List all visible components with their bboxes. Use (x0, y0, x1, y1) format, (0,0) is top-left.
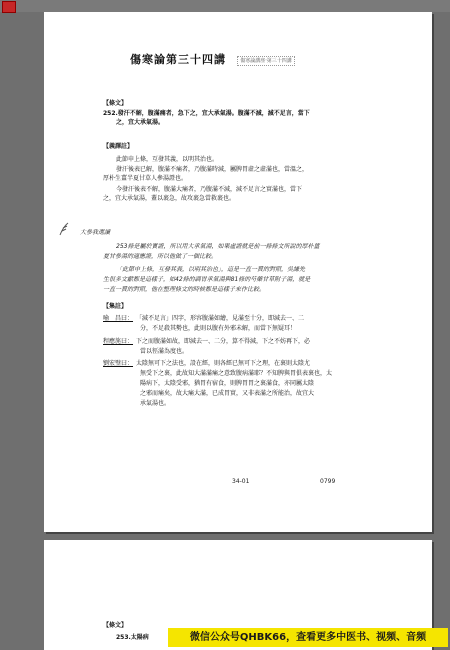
yi-line: 厚朴生薑半夏甘草人參湯證也。 (103, 175, 188, 182)
commentary-line: 「減不足言」四字，形容腹滿如繪，見滿至十分，即減去一、二 (136, 315, 305, 322)
page2-line: 253.太陽病 (116, 634, 149, 641)
commentary-line: 陽病下，太陰受邪，猶胃有宿食，則脾胃胃之裏滿食，亦同屬太陰 (140, 380, 315, 387)
handwritten-line: 生很多文獻都是這樣子，如42條的調胃承氣湯與81條的芍藥甘草附子湯，就是 (103, 276, 311, 283)
pdf-icon[interactable] (2, 1, 16, 13)
commentary-line: 無受下之裏，此故知大滿滿痛之意致腹病滿耶？不知脾與胃俱表裏也，太 (140, 370, 333, 377)
handwritten-line: 夏甘參湯的適應證，所以他做了一個比較。 (103, 253, 218, 260)
commentary-line: 分，不足殺其勢也，此則以腹有外邪未解，而當下無疑耳！ (140, 325, 297, 332)
commentary-line: 下之而腹滿如故，即減去一、二分，算不得減，下之不妨再下，必 (136, 338, 311, 345)
commentary-line: 之邪而痛矣，故大痛大滿，已成胃實，又非表滿之所能治，故宜大 (140, 390, 315, 397)
handwritten-line: 一直一貫的對照，他在整理條文的時候都是這樣子來作比較。 (103, 286, 266, 293)
commentary-line: 太陰無可下之法也，設在經，則各經已無可下之理，在裏則太陰尤 (136, 360, 311, 367)
feather-sketch-icon (58, 222, 70, 236)
seal-stamp: 傷寒論講座‧第三十四講 (237, 56, 295, 66)
yi-line: 發汗後表已解，腹滿不痛者，乃腹滿時減，屬脾胃虛之虛滿也，當溫之， (116, 166, 309, 173)
page2-heading: 【條文】 (103, 622, 128, 629)
jizhu-heading: 【集註】 (103, 303, 128, 310)
yi-line: 之，宜大承氣湯，蓋以裹急，故攻裹急當救裹也。 (103, 195, 236, 202)
handwritten-heading: 大參我選讀 (80, 229, 111, 236)
footer-page-number: 0799 (320, 478, 336, 485)
tiaowen-line: 252.發汗不解，腹滿痛者，急下之，宜大承氣湯。腹滿不減，減不足言，當下 (103, 110, 310, 117)
tiaowen-line: 之，宜大承氣湯。 (116, 119, 165, 126)
viewer-toolbar (0, 0, 450, 12)
handwritten-line: 253條是屬於實證，所以用大承氣湯，如果虛證就是前一條條文所說的厚朴薑 (116, 243, 320, 250)
commentator-name: 程應旄曰： (103, 338, 134, 345)
handwritten-line: 「此節申上條，互發其義，以明其治也」，這是一直一貫的對照，吳謙先 (116, 266, 306, 273)
commentator-name: 劉宏璧曰： (103, 360, 134, 367)
promo-banner: 微信公众号QHBK66，查看更多中医书、视频、音频 (168, 628, 448, 647)
tiaowen-heading: 【條文】 (103, 100, 128, 107)
commentary-line: 承氣湯也。 (140, 400, 171, 407)
yi-heading: 【義譯註】 (103, 143, 134, 150)
commentary-line: 當以徑滿為度也。 (140, 348, 189, 355)
commentator-name: 喻 昌曰： (103, 315, 134, 322)
page-title: 傷寒論第三十四講 (130, 53, 226, 66)
yi-line: 今發汗後表不解，腹滿大痛者，乃腹滿不減，減不足言之實滿也，當下 (116, 186, 303, 193)
footer-code: 34-01 (232, 478, 250, 485)
yi-line: 此節申上條，互發其義，以明其治也。 (116, 156, 219, 163)
